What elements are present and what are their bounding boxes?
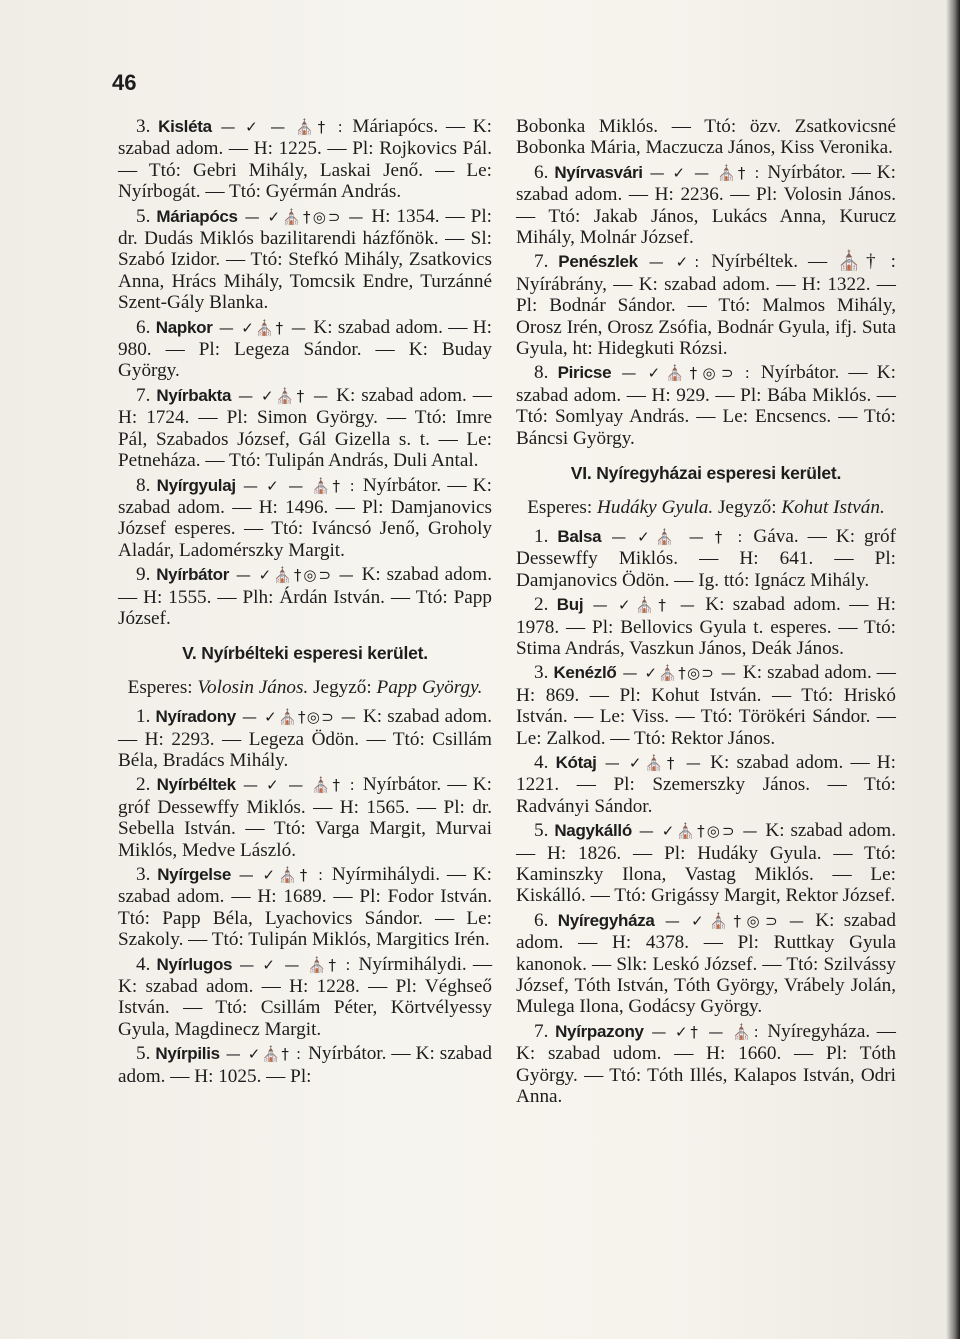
entry-number: 6. [534,909,549,931]
parish-name: Nyírbakta [156,385,232,405]
entry-number: 4. [136,953,151,975]
left-entries [118,116,492,629]
parish-entry [516,820,896,907]
entry-number: 3. [136,864,151,885]
entry-text: K: szabad adom. — H: 1221. — Pl: Szemerszky János. — Ttó: Radványi Sándor. [516,751,896,817]
parish-entry [118,206,492,314]
parish-entry [516,251,896,359]
entry-number: 5. [136,205,151,227]
parish-name: Nyírbéltek [156,775,236,795]
parish-entry [118,706,492,771]
section-vi-heading: VI. Nyíregyházai esperesi kerület. [570,463,842,484]
entry-number: 1. [534,525,549,547]
entry-text: Nyíregyháza. — K: szabad udom. — H: 1660. — Pl: Tóth György. — Ttó: Tóth Illés, Kalapos István, Odri Anna. [516,1020,896,1108]
parish-name: Nyírgelse [157,865,232,884]
entry-number: 1. [136,706,151,728]
parish-symbols-icon: — ✓⛪† : [231,866,332,884]
parish-symbols-icon: — ✓ — ⛪† : [642,163,768,182]
parish-name: Nyíregyháza [557,910,655,930]
parish-entry [118,954,492,1041]
jegyzo-name: Kohut István. [781,496,885,518]
entry-number: 2. [534,594,549,616]
parish-symbols-icon: — ✓† — ⛪: [643,1022,768,1041]
parish-symbols-icon: — ✓⛪†◎⊃ : [611,364,761,383]
parish-name: Nagykálló [554,821,632,841]
jegyzo-label: Jegyző: [717,496,777,518]
parish-entry [516,162,896,249]
parish-symbols-icon: — ✓ — ⛪† : [232,955,359,974]
parish-entry [118,864,492,951]
parish-entry [118,564,492,629]
parish-entry [516,526,896,591]
entry-text: K: szabad adom. — H: 980. — Pl: Legeza Sándor. — K: Buday György. [118,316,492,382]
entry-text: K: szabad adom. — H: 1555. — Plh: Árdán István. — Ttó: Papp József. [118,564,492,629]
entry-text: Nyírbéltek. — ⛪† : Nyírábrány, — K: szabad adom. — H: 1322. — Pl: Bodnár Sándor. — Ttó: Malmos Mihály, Orosz Irén, Orosz Zsófia, Bodnár Gyula, ifj. Suta Gyula, ht: Hidegkuti Rózsi. [516,251,896,360]
parish-name: Penészlek [558,252,638,272]
entry-text: Máriapócs. — K: szabad adom. — H: 1225. — Pl: Rojkovics Pál. — Ttó: Gebri Mihály, Laskai Jenő. — Le: Nyírbogát. — Ttó: Gyérmán András. [118,116,492,203]
parish-entry [516,362,896,449]
page-number: 46 [112,70,137,95]
parish-name: Buj [556,595,584,615]
parish-symbols-icon: — ✓⛪† — [212,318,314,337]
parish-name: Balsa [557,526,602,546]
parish-name: Nyírpilis [155,1044,220,1064]
parish-entry [118,774,492,861]
parish-name: Napkor [155,317,213,337]
parish-entry [118,385,492,472]
right-entries-v [516,162,896,449]
entry-number: 6. [136,316,151,338]
parish-entry [516,1021,896,1108]
entry-text: Nyírbátor. — K: szabad adom. — H: 929. — Pl: Bába Miklós. — Ttó: Somlyay András. — Le: Encsencs. — Ttó: Báncsi György. [516,362,896,449]
parish-entry [516,662,896,749]
entry-text: Nyírbátor. — K: szabad adom. — H: 1025. — Pl: [118,1043,492,1087]
parish-name: Nyírvasvári [554,162,643,182]
parish-name: Nyírgyulaj [156,475,236,495]
parish-symbols-icon: — ✓⛪†◎⊃ — [237,207,372,226]
parish-symbols-icon: — ✓⛪† — [231,386,337,405]
continued-entry-text: Bobonka Miklós. — Ttó: özv. Zsatkovicsné Bobonka Mária, Maczucza János, Kiss Veronika. [516,116,896,159]
parish-entry [118,475,492,562]
parish-name: Kótaj [555,752,597,772]
parish-symbols-icon: — ✓⛪†◎⊃ — [616,664,743,683]
parish-symbols-icon: — ✓⛪† — [583,596,706,615]
entry-number: 2. [136,774,151,796]
entry-text: K: szabad adom. — H: 1826. — Pl: Hudáky Gyula. — Ttó: Kaminszky Ilona, Vastag Miklós. — Le: Kiskálló. — Ttó: Grigássy Margit, Rektor József. [516,820,896,907]
entry-number: 7. [136,384,151,406]
entry-text: K: szabad adom. — H: 869. — Pl: Kohut István. — Ttó: Hriskó István. — Le: Viss. — Ttó: Törökéri Sándor. — Le: Zalkod. — Ttó: Rektor János. [516,662,896,749]
entry-text: Gáva. — K: gróf Dessewffy Miklós. — H: 641. — Pl: Damjanovics Ödön. — Ig. ttó: Ignácz Mihály. [516,525,896,591]
parish-entry [516,594,896,659]
parish-name: Piricse [557,363,612,383]
parish-name: Nyírlugos [156,954,233,974]
section-v-heading: V. Nyírbélteki esperesi kerület. [182,643,428,664]
parish-symbols-icon: — ✓⛪ — † : [601,527,754,546]
right-entries-vi [516,526,896,1108]
parish-symbols-icon: — ✓⛪†◎⊃ — [631,822,766,841]
entry-number: 4. [534,751,549,773]
parish-name: Kisléta [158,117,212,136]
entry-text: K: szabad adom. — H: 2293. — Legeza Ödön. — Ttó: Csillám Béla, Bradács Mihály. [118,706,492,771]
parish-name: Kenézlő [553,663,617,683]
parish-symbols-icon: — ✓ — ⛪† : [211,118,353,136]
parish-symbols-icon: — ✓⛪† : [219,1045,309,1064]
entry-number: 5. [136,1043,151,1065]
entry-number: 8. [136,474,151,496]
entry-text: K: szabad adom. — H: 1978. — Pl: Bellovics Gyula t. esperes. — Ttó: Stima András, Vaszkun János, Deák János. [516,594,896,659]
entry-number: 6. [534,161,549,183]
jegyzo-label: Jegyző: [313,676,372,698]
esperes-label: Esperes: [527,496,593,518]
esperes-name: Volosin János. [197,676,309,698]
entry-number: 3. [136,116,151,137]
entry-text: Nyírbátor. — K: gróf Dessewffy Miklós. — H: 1565. — Pl: dr. Sebella István. — Ttó: Varga Margit, Murvai Miklós, Medve László. [118,774,492,861]
parish-name: Máriapócs [156,206,238,226]
parish-entry [118,116,492,203]
parish-symbols-icon: — ✓ — ⛪† : [235,776,363,795]
section-vi-officials [516,497,896,518]
entry-text: H: 1354. — Pl: dr. Dudás Miklós bazilitarendi házfőnök. — Sl: Szabó Izidor. — Ttó: Stefkó Mihály, Zsatkovics Anna, Hrács Mihály, Tomcsik Endre, Turzánné Szent-Gály Blanka. [118,205,492,314]
parish-symbols-icon: — ✓ — ⛪† : [235,476,363,495]
entry-number: 7. [534,251,549,273]
entry-number: 8. [534,362,549,384]
parish-symbols-icon: — ✓: [637,253,712,272]
esperes-label: Esperes: [127,676,193,698]
parish-name: Nyírpazony [555,1021,644,1041]
parish-entry [118,317,492,382]
entry-text: K: szabad adom. — H: 4378. — Pl: Ruttkay Gyula kanonok. — Slk: Leskó József. — Ttó: Szilvássy József, Tóth István, Tóth György, Vrábely Jolán, Mulega Ilona, Godácsy György. [516,909,896,1018]
page-edge-shadow [946,0,960,1339]
right-column [516,116,896,1110]
parish-symbols-icon: — ✓⛪†◎⊃ — [654,911,816,930]
entry-number: 3. [534,662,549,684]
parish-name: Nyírbátor [156,565,230,585]
parish-symbols-icon: — ✓⛪† — [596,753,711,772]
esperes-name: Hudáky Gyula. [597,496,714,518]
jegyzo-name: Papp György. [376,676,483,698]
entry-number: 9. [136,564,151,586]
parish-entry [118,1043,492,1087]
parish-entry [516,752,896,817]
left-column [118,116,492,1090]
parish-symbols-icon: — ✓⛪†◎⊃ — [229,566,362,585]
entry-number: 7. [534,1020,549,1042]
entry-text: Nyírbátor. — K: szabad adom. — H: 1496. — Pl: Damjanovics József esperes. — Ttó: Iváncsó Jenő, Groholy Aladár, Ladomérszky Margit. [118,474,492,561]
parish-entry [516,910,896,1018]
entry-text: Nyírmihálydi. — K: szabad adom. — H: 1228. — Pl: Véghseő István. — Ttó: Csillám Péter, Körtvélyessy Gyula, Magdinecz Margit. [118,953,493,1040]
left-entries-v [118,706,492,1087]
entry-text: K: szabad adom. — H: 1724. — Pl: Simon György. — Ttó: Imre Pál, Szabados József, Gál Gizella s. t. — Le: Petneháza. — Ttó: Tulipán András, Duli Antal. [118,384,492,472]
parish-symbols-icon: — ✓⛪†◎⊃ — [235,708,363,727]
entry-text: Nyírmihálydi. — K: szabad adom. — H: 1689. — Pl: Fodor István. Ttó: Papp Béla, Lyachovics Sándor. — Le: Szakoly. — Ttó: Tulipán Miklós, Margitics Irén. [118,864,492,951]
parish-name: Nyíradony [155,707,236,727]
section-v-officials [118,677,492,698]
entry-number: 5. [534,820,549,842]
entry-text: Nyírbátor. — K: szabad adom. — H: 2236. — Pl: Volosin János. — Ttó: Jakab János, Lukács Anna, Kurucz Mihály, Molnár József. [516,161,896,249]
